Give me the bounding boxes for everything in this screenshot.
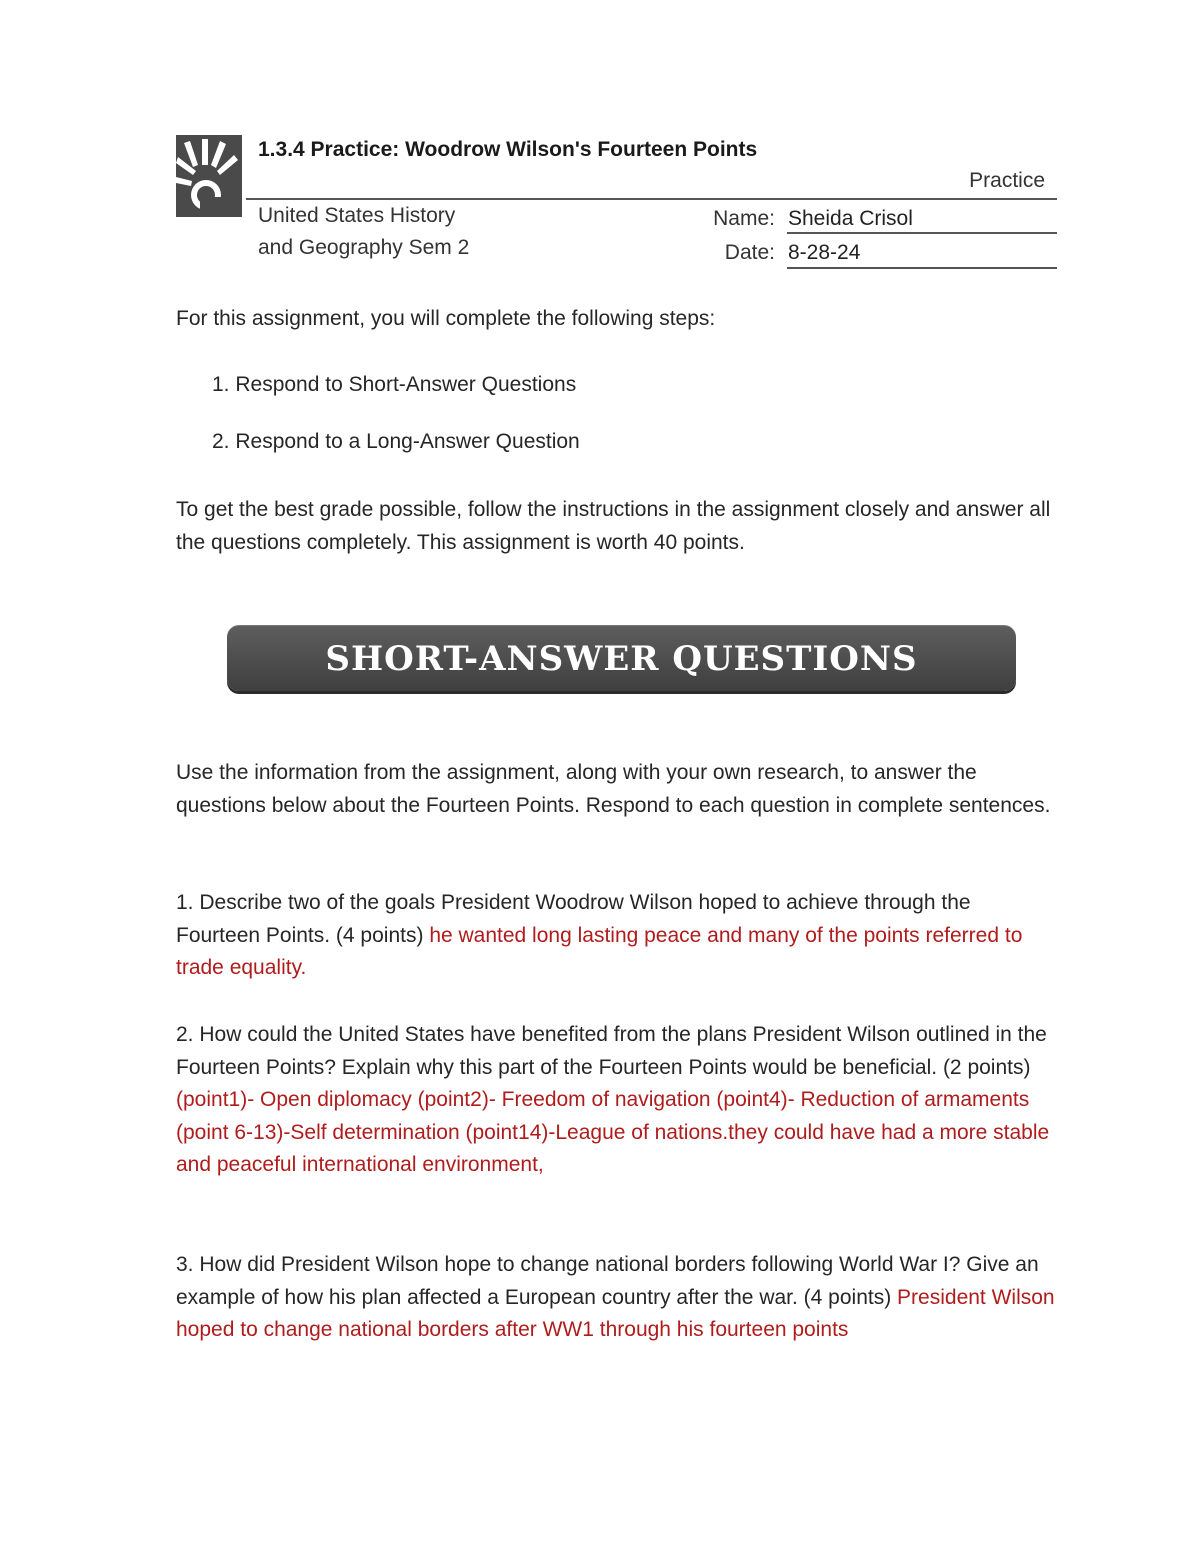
assignment-type-label: Practice xyxy=(969,169,1045,192)
course-name xyxy=(258,200,618,264)
date-label: Date: xyxy=(724,241,775,264)
date-field[interactable]: 8-28-24 xyxy=(788,241,861,264)
answer-text[interactable]: he wanted long lasting peace and many of the points referred to trade equality. xyxy=(176,923,1023,979)
question-1 xyxy=(176,887,1056,985)
intro-lead: For this assignment, you will complete the following steps: xyxy=(176,307,716,330)
course-line-1: United States History xyxy=(258,204,456,227)
grade-note: To get the best grade possible, follow the instructions in the assignment closely and answer all the questions completely. This assignment is worth 40 points. xyxy=(176,498,1051,554)
question-prompt: 3. How did President Wilson hope to change national borders following World War I? Give an example of how his plan affected a European country after the war. (4 points) xyxy=(176,1253,1039,1309)
name-underline xyxy=(787,232,1057,234)
section-banner xyxy=(227,625,1016,691)
question-prompt: 2. How could the United States have benefited from the plans President Wilson outlined in the Fourteen Points? Explain why this part of the Fourteen Points would be beneficial. (2 points) xyxy=(176,1023,1047,1079)
step-item: 1. Respond to Short-Answer Questions xyxy=(212,373,577,396)
section-banner-title: SHORT-ANSWER QUESTIONS xyxy=(325,639,918,679)
answer-text[interactable]: (point1)- Open diplomacy (point2)- Freedom of navigation (point4)- Reduction of armaments (point 6-13)-Self determination (point14)-League of nations.they could have had a more stable and peaceful international environment, xyxy=(176,1088,1050,1176)
question-prompt: 1. Describe two of the goals President Woodrow Wilson hoped to achieve through the Fourteen Points. (4 points) xyxy=(176,891,971,947)
section-instructions: Use the information from the assignment, along with your own research, to answer the questions below about the Fourteen Points. Respond to each question in complete sentences. xyxy=(176,761,1051,817)
answer-text[interactable]: President Wilson hoped to change national borders after WW1 through his fourteen points xyxy=(176,1285,1055,1341)
question-3 xyxy=(176,1249,1056,1347)
date-underline xyxy=(787,267,1057,269)
name-field[interactable]: Sheida Crisol xyxy=(788,207,913,230)
course-line-2: and Geography Sem 2 xyxy=(258,236,470,259)
step-item: 2. Respond to a Long-Answer Question xyxy=(212,430,580,453)
sun-head-logo-icon xyxy=(176,135,246,217)
question-2 xyxy=(176,1019,1056,1182)
name-label: Name: xyxy=(713,207,775,230)
assignment-title: 1.3.4 Practice: Woodrow Wilson's Fourteen Points xyxy=(258,138,758,161)
